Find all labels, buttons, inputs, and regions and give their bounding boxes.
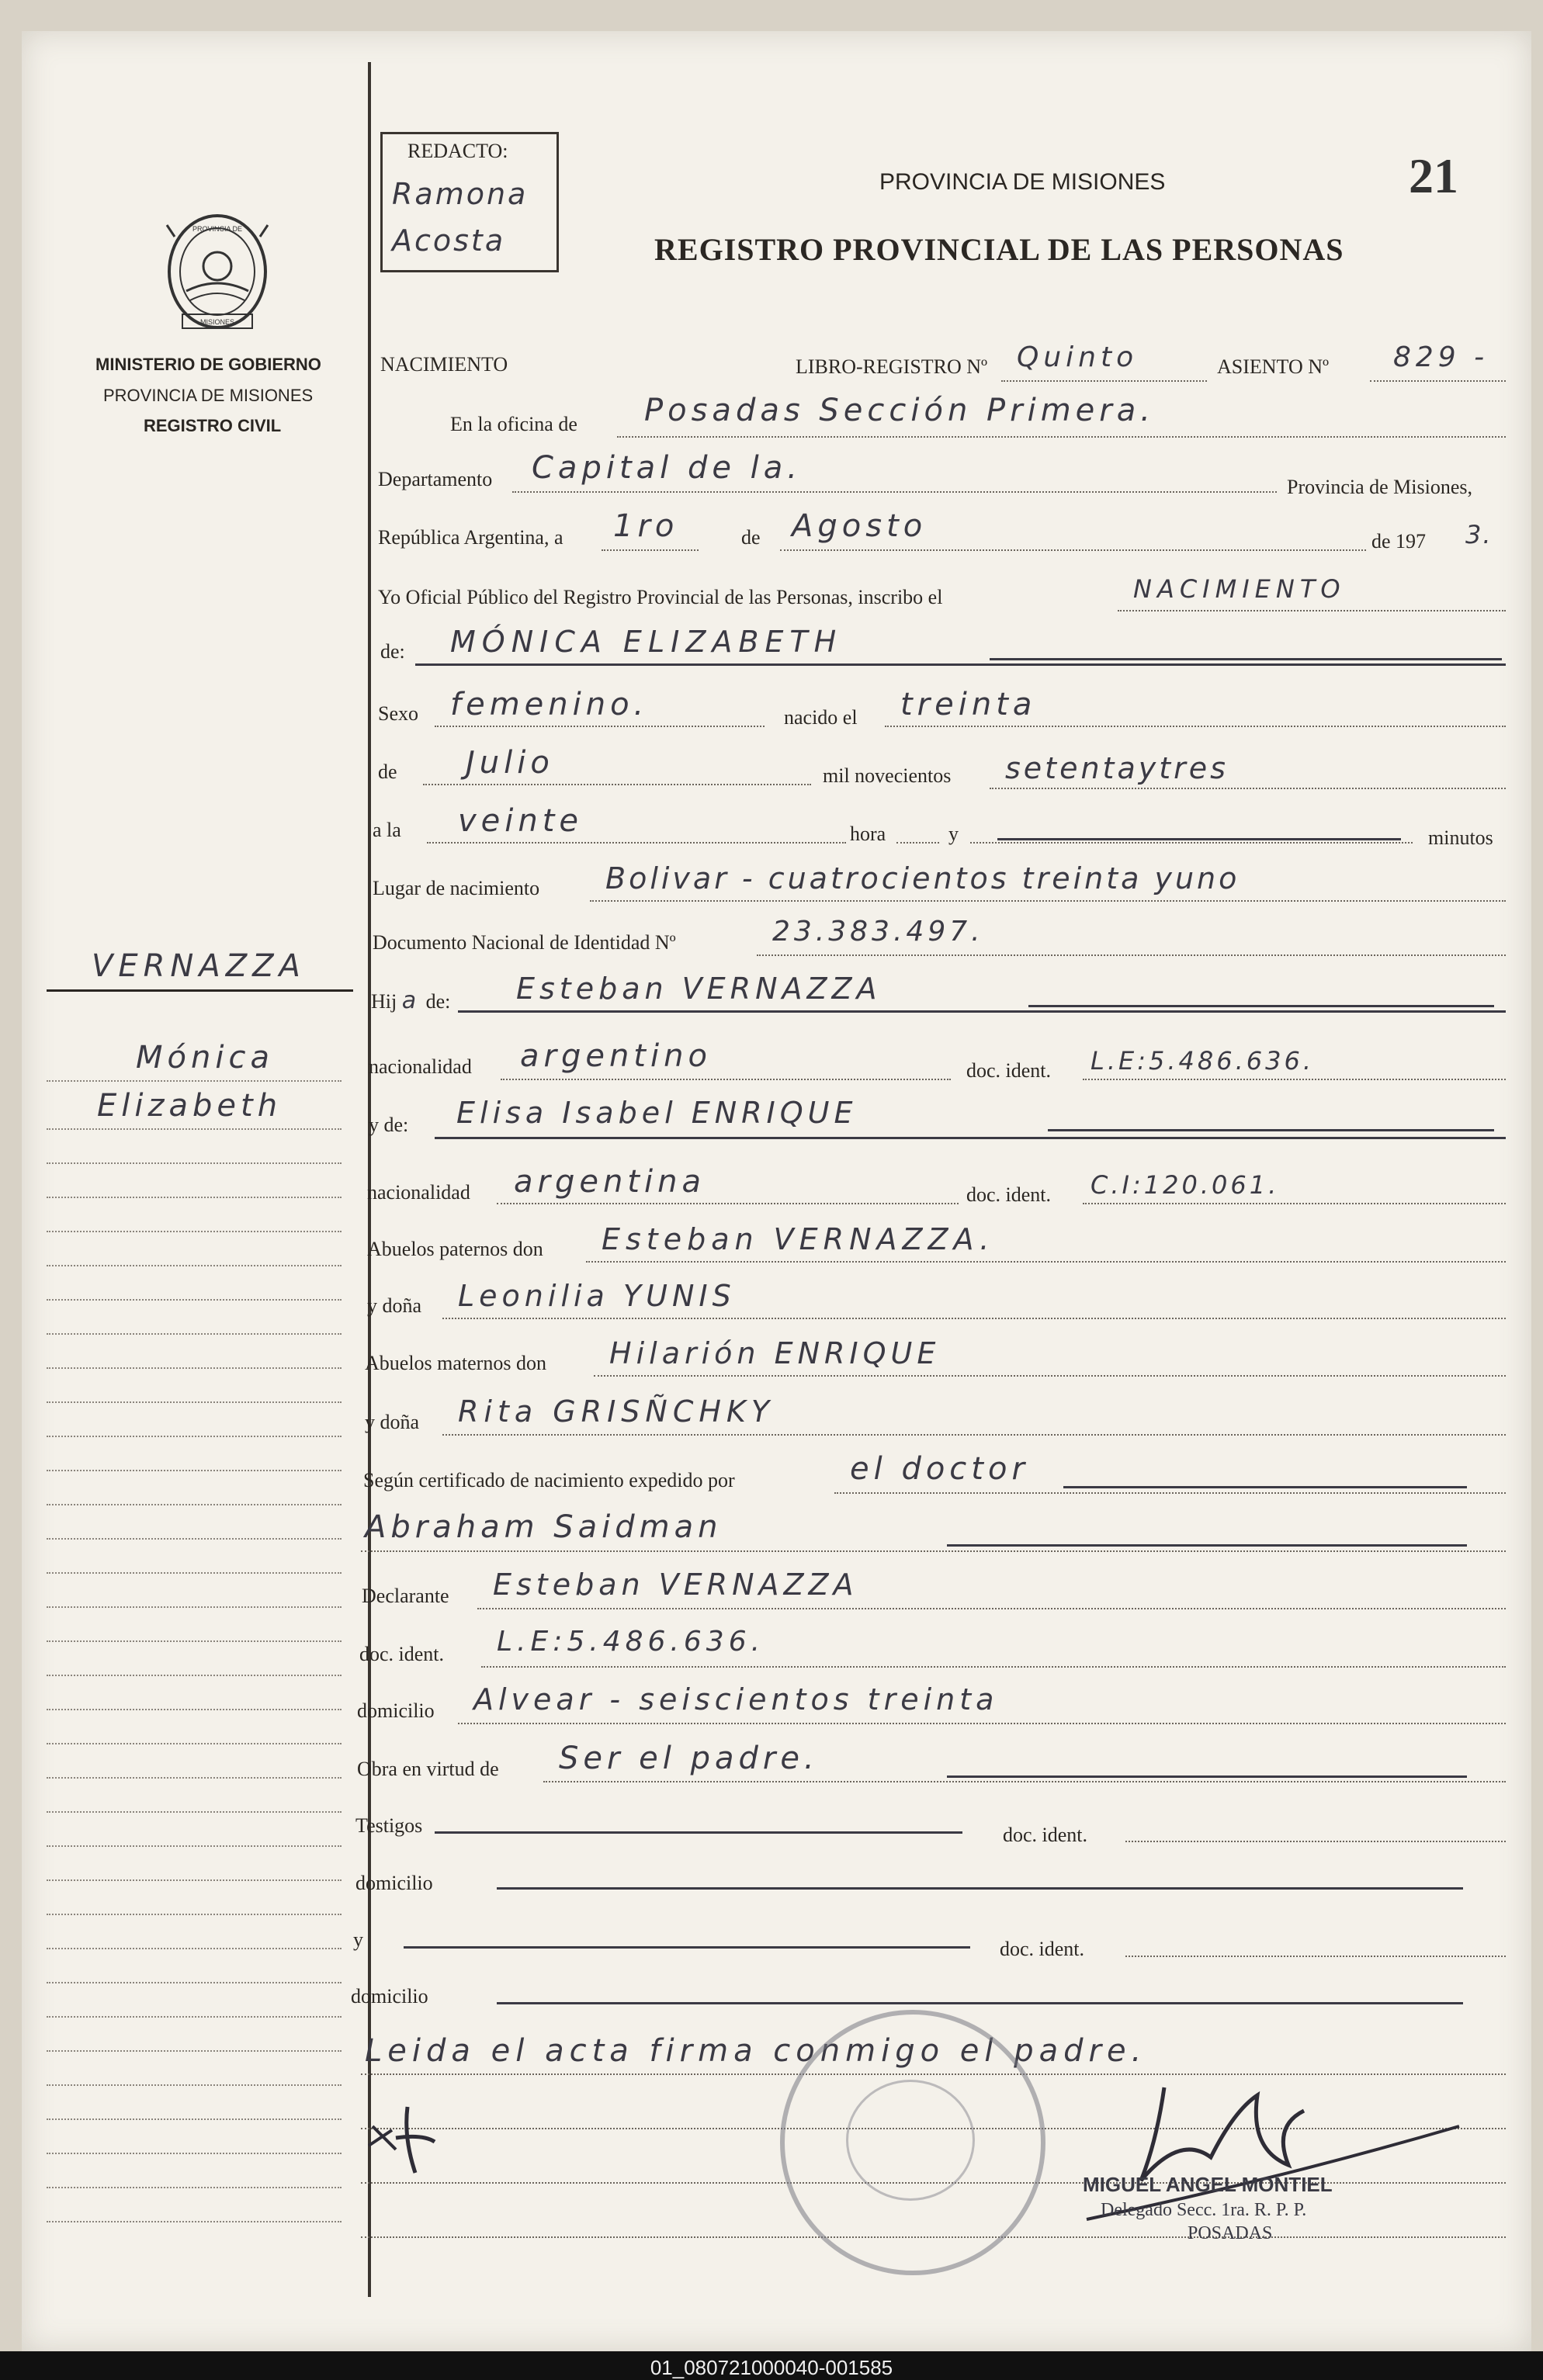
declarante-label: Declarante	[362, 1585, 449, 1607]
redacto-name-2: Acosta	[392, 223, 506, 258]
docid-label: doc. ident.	[359, 1643, 445, 1665]
abmat-value: Hilarión ENRIQUE	[609, 1336, 941, 1370]
madre-fill-line	[1048, 1129, 1494, 1131]
anio-nac-value: setentaytres	[1005, 751, 1229, 785]
dotted-line	[477, 1608, 1506, 1609]
margin-line	[47, 1914, 342, 1915]
testigos-doc-label: doc. ident.	[1003, 1824, 1088, 1846]
abpat-value: Esteban VERNAZZA.	[602, 1222, 995, 1256]
margin-line	[47, 1572, 342, 1574]
margin-line	[47, 1777, 342, 1779]
nac1-label: nacionalidad	[369, 1055, 472, 1078]
departamento-value: Capital de la.	[532, 450, 803, 486]
margin-given-1: Mónica	[136, 1040, 274, 1076]
dotted-line	[617, 436, 1506, 438]
margin-line	[47, 1080, 342, 1082]
y-label: y	[948, 823, 959, 845]
official-name: MIGUEL ANGEL MONTIEL	[1083, 2173, 1333, 2196]
departamento-label: Departamento	[378, 468, 493, 490]
margin-line	[47, 2118, 342, 2120]
oficial-text: Yo Oficial Público del Registro Provincial de las Personas, inscribo el	[378, 586, 943, 608]
abpat-label: Abuelos paternos don	[367, 1238, 543, 1260]
asiento-value: 829 -	[1393, 341, 1489, 373]
doctor-value: Abraham Saidman	[365, 1509, 723, 1545]
margin-line	[47, 1197, 342, 1198]
mes-nac-value: Julio	[466, 745, 554, 781]
dotted-line	[1370, 380, 1506, 382]
dotted-line	[1001, 380, 1207, 382]
doc2-label: doc. ident.	[966, 1183, 1052, 1206]
nacido-label: nacido el	[784, 706, 858, 729]
dotted-line	[1083, 1079, 1506, 1080]
y2-line	[404, 1946, 970, 1949]
signature-icon	[1071, 2064, 1475, 2250]
dotted-line	[834, 1492, 1506, 1494]
margin-line	[47, 2016, 342, 2018]
hija-label: Hij a de:	[371, 987, 451, 1014]
nac1-value: argentino	[520, 1038, 712, 1074]
hora-value: veinte	[458, 803, 584, 839]
dom3-line	[497, 2002, 1463, 2004]
dotted-line	[970, 842, 1413, 844]
official-place: POSADAS	[1188, 2223, 1273, 2243]
coat-of-arms-icon	[159, 206, 276, 334]
lugar-label: Lugar de nacimiento	[373, 877, 540, 899]
madre-underline	[435, 1137, 1506, 1139]
nac2-label: nacionalidad	[367, 1181, 470, 1204]
dotted-line	[594, 1375, 1506, 1377]
mes-value: Agosto	[792, 508, 928, 544]
padre-fill-line	[1028, 1005, 1494, 1007]
dotted-line	[602, 549, 699, 551]
margin-line	[47, 1538, 342, 1540]
padre-value: Esteban VERNAZZA	[516, 972, 882, 1006]
dom3-label: domicilio	[351, 1985, 428, 2008]
margin-line	[47, 1743, 342, 1744]
dotted-line	[442, 1434, 1506, 1436]
margin-given-2: Elizabeth	[97, 1088, 283, 1124]
margin-line	[47, 1265, 342, 1266]
asiento-label: ASIENTO Nº	[1217, 355, 1330, 378]
de-colon-label: de:	[380, 640, 405, 663]
anio-value: 3.	[1465, 520, 1493, 549]
nacido-value: treinta	[900, 687, 1037, 722]
dotted-line	[1125, 1841, 1506, 1842]
header-province: PROVINCIA DE MISIONES	[879, 169, 1166, 195]
de2-label: de	[378, 760, 397, 783]
leida-value: Leida el acta firma conmigo el padre.	[365, 2033, 1147, 2069]
de-label: de	[741, 526, 761, 549]
segun-label: Según certificado de nacimiento expedido por	[363, 1469, 735, 1491]
y2-label: y	[353, 1928, 363, 1951]
lugar-value: Bolivar - cuatrocientos treinta yuno	[605, 861, 1240, 896]
margin-line	[47, 1299, 342, 1301]
sheet-number: 21	[1409, 148, 1458, 203]
margin-divider	[368, 62, 371, 2297]
domicilio-label: domicilio	[357, 1699, 435, 1722]
testigos-line	[435, 1831, 962, 1834]
margin-line	[47, 1504, 342, 1505]
dotted-line	[501, 1079, 951, 1080]
domicilio-value: Alvear - seiscientos treinta	[473, 1682, 999, 1717]
dotted-line	[512, 491, 1277, 493]
ministry-line2: PROVINCIA DE MISIONES	[103, 386, 314, 405]
dom2-label: domicilio	[355, 1872, 433, 1894]
oficial-value: NACIMIENTO	[1133, 574, 1346, 604]
ydona1-value: Leonilia YUNIS	[458, 1279, 736, 1313]
nac2-value: argentina	[514, 1164, 706, 1200]
provincia-label: Provincia de Misiones,	[1287, 476, 1473, 498]
declarante-value: Esteban VERNAZZA	[493, 1568, 858, 1602]
padre-underline	[458, 1010, 1506, 1013]
record-type: NACIMIENTO	[380, 353, 508, 376]
nombre-value: MÓNICA ELIZABETH	[450, 625, 843, 659]
abmat-label: Abuelos maternos don	[365, 1352, 546, 1374]
y2-doc-label: doc. ident.	[1000, 1938, 1085, 1960]
obra-value: Ser el padre.	[559, 1741, 819, 1776]
official-seal-inner	[846, 2080, 975, 2201]
margin-line	[47, 1675, 342, 1676]
republica-label: República Argentina, a	[378, 526, 563, 549]
nombre-underline	[415, 663, 1506, 666]
header-title: REGISTRO PROVINCIAL DE LAS PERSONAS	[654, 232, 1344, 267]
dotted-line	[361, 1550, 1506, 1552]
anio-label: de 197	[1371, 530, 1427, 553]
dotted-line	[481, 1666, 1506, 1668]
dotted-line	[442, 1318, 1506, 1319]
margin-line	[47, 2187, 342, 2188]
dotted-line	[543, 1781, 1506, 1782]
margin-line	[47, 1401, 342, 1403]
margin-line	[47, 1162, 342, 1164]
dotted-line	[427, 842, 846, 844]
dotted-line	[497, 1203, 959, 1204]
margin-line	[47, 1640, 342, 1642]
margin-line	[47, 2084, 342, 2086]
libro-value: Quinto	[1017, 341, 1139, 373]
margin-line	[47, 1333, 342, 1335]
ydona2-label: y doña	[365, 1411, 420, 1433]
doctor-fill-line	[947, 1544, 1467, 1547]
dotted-line	[590, 900, 1506, 902]
margin-line	[47, 2221, 342, 2222]
official-role: Delegado Secc. 1ra. R. P. P.	[1101, 2200, 1307, 2220]
doc2-value: C.I:120.061.	[1091, 1170, 1280, 1200]
dotted-line	[423, 784, 811, 785]
minutos-label: minutos	[1428, 826, 1493, 849]
ydona1-label: y doña	[367, 1294, 422, 1317]
margin-line	[47, 1128, 342, 1130]
oficina-value: Posadas Sección Primera.	[644, 393, 1155, 428]
margin-line	[47, 1709, 342, 1710]
doc1-label: doc. ident.	[966, 1059, 1052, 1082]
minutos-line	[997, 838, 1401, 840]
hija-suffix: a	[401, 987, 421, 1014]
yde-label: y de:	[369, 1114, 409, 1136]
dotted-line	[586, 1261, 1506, 1263]
hora-label: hora	[850, 823, 886, 845]
margin-line	[47, 1948, 342, 1949]
margin-line	[47, 1811, 342, 1813]
dotted-line	[1125, 1956, 1506, 1957]
segun-value: el doctor	[850, 1451, 1029, 1487]
dotted-line	[896, 842, 939, 844]
dom2-line	[497, 1887, 1463, 1890]
ministry-line3: REGISTRO CIVIL	[144, 416, 282, 435]
dni-label: Documento Nacional de Identidad Nº	[373, 931, 676, 954]
obra-label: Obra en virtud de	[357, 1758, 499, 1780]
margin-surname-underline	[47, 989, 353, 992]
redacto-name-1: Ramona	[392, 177, 529, 211]
ministry-line1: MINISTERIO DE GOBIERNO	[95, 355, 321, 374]
footer-id: 01_080721000040-001585	[650, 2356, 893, 2379]
doc1-value: L.E:5.486.636.	[1091, 1046, 1315, 1076]
margin-line	[47, 1982, 342, 1983]
dotted-line	[885, 726, 1506, 727]
segun-fill-line	[1063, 1486, 1467, 1488]
coat-bottom-text: MISIONES	[199, 318, 235, 326]
dotted-line	[990, 788, 1506, 789]
dotted-line	[435, 726, 765, 727]
dotted-line	[1083, 1203, 1506, 1204]
margin-line	[47, 1470, 342, 1471]
margin-line	[47, 1879, 342, 1881]
dni-value: 23.383.497.	[772, 916, 984, 947]
sexo-value: femenino.	[450, 687, 649, 722]
oficina-label: En la oficina de	[450, 413, 577, 435]
dotted-line	[458, 1723, 1506, 1724]
libro-label: LIBRO-REGISTRO Nº	[796, 355, 988, 378]
docid-value: L.E:5.486.636.	[497, 1626, 765, 1658]
dia-value: 1ro	[613, 508, 679, 544]
dotted-line	[780, 549, 1366, 551]
sexo-label: Sexo	[378, 702, 418, 725]
coat-top-text: PROVINCIA DE	[192, 225, 243, 233]
nombre-fill-line	[990, 658, 1502, 660]
ydona2-value: Rita GRISÑCHKY	[458, 1394, 775, 1429]
margin-line	[47, 1845, 342, 1847]
margin-line	[47, 1606, 342, 1608]
testigos-label: Testigos	[355, 1814, 423, 1837]
margin-surname: VERNAZZA	[92, 948, 306, 984]
margin-line	[47, 2050, 342, 2052]
margin-line	[47, 1436, 342, 1437]
dotted-line	[757, 954, 1506, 956]
signature-mark-icon	[361, 2099, 454, 2184]
margin-line	[47, 2153, 342, 2154]
obra-fill-line	[947, 1775, 1467, 1778]
margin-line	[47, 1367, 342, 1369]
dotted-line	[1118, 610, 1506, 611]
mil-label: mil novecientos	[823, 764, 952, 787]
margin-line	[47, 1231, 342, 1232]
redacto-label: REDACTO:	[407, 140, 508, 162]
ala-label: a la	[373, 819, 401, 841]
madre-value: Elisa Isabel ENRIQUE	[456, 1096, 858, 1130]
